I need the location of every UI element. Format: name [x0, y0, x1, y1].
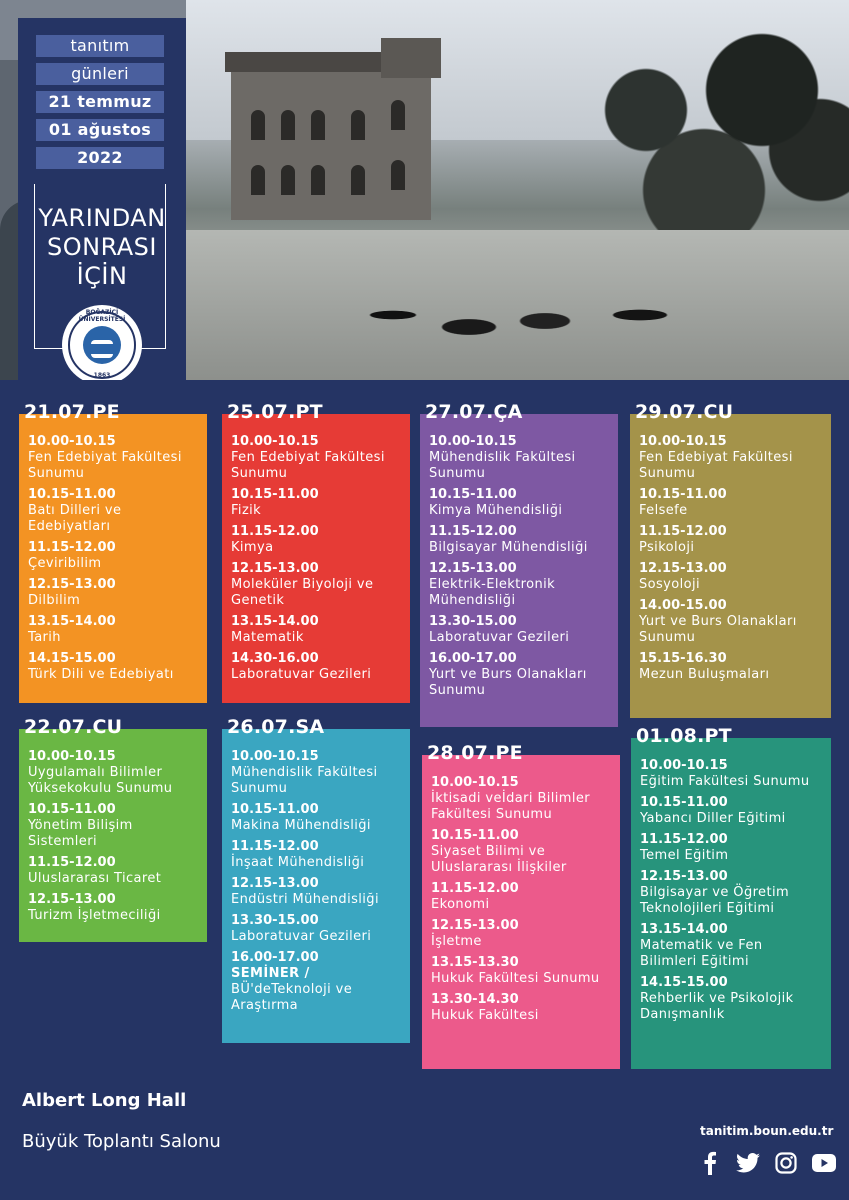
session-time: 13.15-14.00 [28, 614, 116, 629]
session-time: 16.00-17.00 [429, 651, 517, 666]
session-time: 10.00-10.15 [640, 758, 728, 773]
session-time: 10.00-10.15 [639, 434, 727, 449]
session-time: 12.15-13.00 [231, 876, 319, 891]
schedule-item [28, 651, 199, 683]
session-title: Fizik [231, 503, 262, 518]
schedule-item [640, 975, 823, 1023]
session-title: Mezun Buluşmaları [639, 667, 770, 682]
university-seal [62, 305, 142, 380]
session-time: 14.30-16.00 [231, 651, 319, 666]
schedule-item [231, 802, 402, 834]
venue-name: Albert Long Hall [22, 1090, 187, 1111]
session-title: Rehberlik ve Psikolojik Danışmanlık [640, 991, 794, 1022]
session-title: Çeviribilim [28, 556, 102, 571]
session-title: Hukuk Fakültesi Sunumu [431, 971, 600, 986]
schedule-item [429, 487, 610, 519]
schedule-item [231, 614, 402, 646]
date-line: tanıtım [36, 35, 164, 57]
session-time: 15.15-16.30 [639, 651, 727, 666]
schedule-item [231, 561, 402, 609]
session-title: Uygulamalı Bilimler Yüksekokulu Sunumu [28, 765, 173, 796]
session-time: 11.15-12.00 [231, 524, 319, 539]
session-time: 12.15-13.00 [639, 561, 727, 576]
day-card [420, 401, 618, 727]
title-panel [18, 18, 186, 380]
schedule-item [231, 876, 402, 908]
session-time: 12.15-13.00 [231, 561, 319, 576]
day-card [19, 716, 207, 942]
date-line: 2022 [36, 147, 164, 169]
day-card [631, 725, 831, 1069]
session-title: Endüstri Mühendisliği [231, 892, 379, 907]
session-title: Kimya [231, 540, 274, 555]
twitter-icon[interactable] [735, 1150, 761, 1176]
youtube-icon[interactable] [811, 1150, 837, 1176]
session-time: 11.15-12.00 [231, 839, 319, 854]
session-title: Yönetim Bilişim Sistemleri [28, 818, 133, 849]
session-time: 10.00-10.15 [231, 434, 319, 449]
day-heading: 21.07.PE [24, 401, 120, 423]
facebook-icon[interactable] [697, 1150, 723, 1176]
session-title: Ekonomi [431, 897, 490, 912]
session-time: 10.15-11.00 [429, 487, 517, 502]
day-heading: 26.07.SA [227, 716, 325, 738]
session-time: 13.15-14.00 [231, 614, 319, 629]
session-time: 12.15-13.00 [429, 561, 517, 576]
session-time: 10.15-11.00 [431, 828, 519, 843]
session-title: Siyaset Bilimi ve Uluslararası İlişkiler [431, 844, 567, 875]
session-time: 13.30-14.30 [431, 992, 519, 1007]
session-title: Yabancı Diller Eğitimi [640, 811, 786, 826]
schedule-item [231, 434, 402, 482]
instagram-icon[interactable] [773, 1150, 799, 1176]
slogan [18, 204, 186, 291]
day-card [222, 716, 410, 1043]
schedule-item [429, 614, 610, 646]
day-heading: 28.07.PE [427, 742, 523, 764]
session-title: Fen Edebiyat Fakültesi Sunumu [639, 450, 793, 481]
schedule-item [431, 918, 612, 950]
session-time: 13.30-15.00 [429, 614, 517, 629]
session-time: 13.15-14.00 [640, 922, 728, 937]
session-title: Temel Eğitim [640, 848, 729, 863]
schedule-item [431, 992, 612, 1024]
historic-building [231, 70, 431, 220]
schedule-item [231, 839, 402, 871]
session-time: 11.15-12.00 [429, 524, 517, 539]
schedule-item [431, 955, 612, 987]
schedule-item [231, 487, 402, 519]
social-links [697, 1150, 837, 1176]
seal-logo-icon [83, 326, 121, 364]
event-dates [36, 35, 164, 175]
session-title: Eğitim Fakültesi Sunumu [640, 774, 810, 789]
session-time: 11.15-12.00 [640, 832, 728, 847]
session-title: Elektrik-Elektronik Mühendisliği [429, 577, 556, 608]
date-line: günleri [36, 63, 164, 85]
session-title: Türk Dili ve Edebiyatı [28, 667, 174, 682]
session-title: Bilgisayar ve Öğretim Teknolojileri Eğitimi [640, 885, 790, 916]
schedule-item [639, 598, 823, 646]
session-time: 11.15-12.00 [28, 540, 116, 555]
session-title: Moleküler Biyoloji ve Genetik [231, 577, 374, 608]
session-title: Turizm İşletmeciliği [28, 908, 161, 923]
session-time: 11.15-12.00 [28, 855, 116, 870]
schedule-item [640, 758, 823, 790]
date-line: 01 ağustos [36, 119, 164, 141]
session-time: 12.15-13.00 [640, 869, 728, 884]
session-title: Laboratuvar Gezileri [231, 929, 372, 944]
schedule-item [639, 651, 823, 683]
session-title: İnşaat Mühendisliği [231, 855, 365, 870]
seal-year: 1863 [93, 372, 111, 379]
schedule-item [28, 540, 199, 572]
schedule-item [231, 524, 402, 556]
session-time: 10.00-10.15 [28, 434, 116, 449]
day-heading: 27.07.ÇA [425, 401, 523, 423]
schedule-item [639, 487, 823, 519]
session-time: 12.15-13.00 [28, 892, 116, 907]
schedule-item [640, 795, 823, 827]
schedule-item [28, 749, 199, 797]
session-title: Bilgisayar Mühendisliği [429, 540, 588, 555]
session-tag: SEMİNER / [231, 966, 310, 981]
session-time: 10.15-11.00 [639, 487, 727, 502]
schedule-item [231, 950, 402, 1014]
session-time: 10.15-11.00 [28, 487, 116, 502]
venue-room: Büyük Toplantı Salonu [22, 1131, 221, 1152]
session-title: Uluslararası Ticaret [28, 871, 162, 886]
schedule-item [28, 802, 199, 850]
session-title: Kimya Mühendisliği [429, 503, 563, 518]
session-title: Psikoloji [639, 540, 695, 555]
session-time: 14.00-15.00 [639, 598, 727, 613]
seal-name: BOĞAZİÇİ ÜNİVERSİTESİ [78, 309, 126, 323]
slogan-line: SONRASI [46, 233, 157, 261]
session-time: 10.00-10.15 [431, 775, 519, 790]
campus-photo [186, 0, 849, 380]
schedule-item [28, 577, 199, 609]
session-title: Batı Dilleri ve Edebiyatları [28, 503, 122, 534]
session-title: Dilbilim [28, 593, 81, 608]
day-heading: 25.07.PT [227, 401, 323, 423]
slogan-line: YARINDAN [38, 204, 166, 232]
schedule-item [231, 913, 402, 945]
session-time: 14.15-15.00 [640, 975, 728, 990]
session-time: 14.15-15.00 [28, 651, 116, 666]
session-time: 11.15-12.00 [639, 524, 727, 539]
schedule-item [28, 855, 199, 887]
schedule-item [231, 749, 402, 797]
schedule-item [28, 614, 199, 646]
schedule-item [639, 561, 823, 593]
schedule-item [28, 434, 199, 482]
schedule-item [28, 892, 199, 924]
day-card [19, 401, 207, 703]
session-time: 10.00-10.15 [28, 749, 116, 764]
session-title: Yurt ve Burs Olanakları Sunumu [639, 614, 797, 645]
session-title: Makina Mühendisliği [231, 818, 371, 833]
session-title: Felsefe [639, 503, 688, 518]
session-time: 13.30-15.00 [231, 913, 319, 928]
schedule-item [431, 775, 612, 823]
session-title: BÜ'deTeknoloji ve Araştırma [231, 982, 353, 1013]
session-title: Laboratuvar Gezileri [429, 630, 570, 645]
session-title: Matematik ve Fen Bilimleri Eğitimi [640, 938, 763, 969]
session-title: Yurt ve Burs Olanakları Sunumu [429, 667, 587, 698]
day-card [630, 401, 831, 718]
schedule-item [431, 881, 612, 913]
schedule-item [640, 869, 823, 917]
schedule-item [28, 487, 199, 535]
session-time: 13.15-13.30 [431, 955, 519, 970]
header-banner [0, 0, 849, 380]
schedule-item [639, 524, 823, 556]
students-on-lawn [336, 255, 716, 375]
session-time: 10.00-10.15 [231, 749, 319, 764]
session-title: Fen Edebiyat Fakültesi Sunumu [28, 450, 182, 481]
session-time: 10.15-11.00 [231, 802, 319, 817]
slogan-line: İÇİN [76, 262, 128, 290]
session-title: Tarih [28, 630, 61, 645]
session-time: 16.00-17.00 [231, 950, 319, 965]
day-heading: 22.07.CU [24, 716, 123, 738]
schedule-item [429, 561, 610, 609]
session-time: 10.15-11.00 [28, 802, 116, 817]
session-title: Hukuk Fakültesi [431, 1008, 539, 1023]
session-title: Mühendislik Fakültesi Sunumu [231, 765, 378, 796]
session-time: 10.00-10.15 [429, 434, 517, 449]
session-title: Fen Edebiyat Fakültesi Sunumu [231, 450, 385, 481]
schedule-item [431, 828, 612, 876]
schedule-item [429, 434, 610, 482]
schedule-item [429, 524, 610, 556]
website-link[interactable]: tanitim.boun.edu.tr [700, 1124, 834, 1138]
schedule-item [639, 434, 823, 482]
day-heading: 29.07.CU [635, 401, 734, 423]
schedule-item [429, 651, 610, 699]
session-time: 12.15-13.00 [28, 577, 116, 592]
session-title: Matematik [231, 630, 304, 645]
session-time: 12.15-13.00 [431, 918, 519, 933]
date-line: 21 temmuz [36, 91, 164, 113]
session-title: Sosyoloji [639, 577, 701, 592]
session-title: Laboratuvar Gezileri [231, 667, 372, 682]
day-heading: 01.08.PT [636, 725, 732, 747]
day-card [222, 401, 410, 703]
session-title: Mühendislik Fakültesi Sunumu [429, 450, 576, 481]
session-time: 11.15-12.00 [431, 881, 519, 896]
session-title: İktisadi veİdari Bilimler Fakültesi Sunumu [431, 791, 591, 822]
session-time: 10.15-11.00 [640, 795, 728, 810]
session-time: 10.15-11.00 [231, 487, 319, 502]
session-title: İşletme [431, 934, 482, 949]
day-card [422, 742, 620, 1069]
schedule-item [640, 832, 823, 864]
schedule-item [231, 651, 402, 683]
schedule-item [640, 922, 823, 970]
